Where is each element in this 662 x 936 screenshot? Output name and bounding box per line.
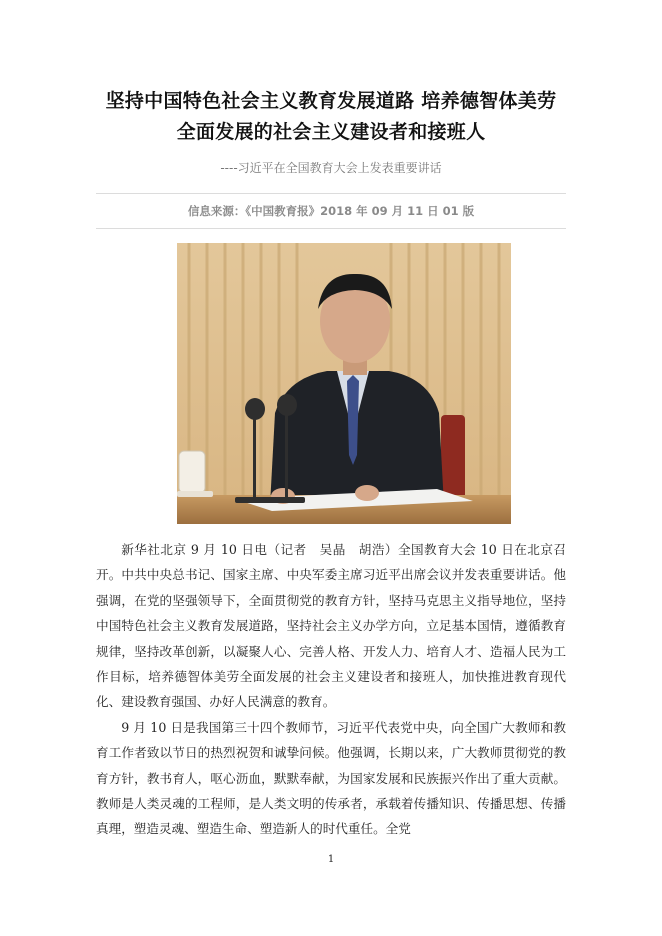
article-title: 坚持中国特色社会主义教育发展道路 培养德智体美劳全面发展的社会主义建设者和接班人 (105, 90, 557, 143)
page-number: 1 (327, 854, 335, 865)
divider-bottom (96, 228, 566, 229)
article-photo (177, 243, 511, 524)
article-source: 信息来源：《中国教育报》2018 年 09 月 11 日 01 版 (187, 204, 475, 218)
divider-top (96, 193, 566, 194)
body-paragraph-2: 9 月 10 日是我国第三十四个教师节，习近平代表党中央，向全国广大教师和教育工作者致以节日的热烈祝贺和诚挚问候。他强调，长期以来，广大教师贯彻党的教育方针，教书育人，呕心沥血，默默奉献，为国家发展和民族振兴作出了重大贡献。教师是人类灵魂的工程师，是人类文明的传承者，承载着传播知识、传播思想、传播真理，塑造灵魂、塑造生命、塑造新人的时代重任。全党 (96, 719, 566, 837)
article-subtitle: ----习近平在全国教育大会上发表重要讲话 (220, 161, 442, 175)
body-paragraph-1: 新华社北京 9 月 10 日电（记者 吴晶 胡浩）全国教育大会 10 日在北京召开。中共中央总书记、国家主席、中央军委主席习近平出席会议并发表重要讲话。他强调，在党的坚强领导下，全面贯彻党的教育方针，坚持马克思主义指导地位，坚持中国特色社会主义教育发展道路，坚持社会主义办学方向，立足基本国情，遵循教育规律，坚持改革创新，以凝聚人心、完善人格、开发人力、培育人才、造福人民为工作目标，培养德智体美劳全面发展的社会主义建设者和接班人，加快推进教育现代化、建设教育强国、办好人民满意的教育。 (96, 542, 566, 710)
article-body (96, 537, 566, 842)
